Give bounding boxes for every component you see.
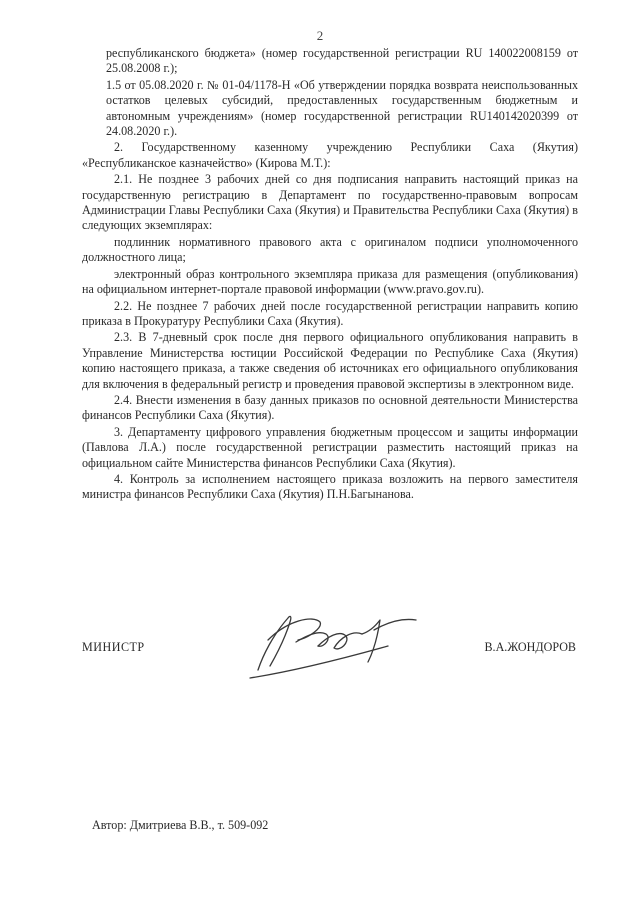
paragraph-item-2: 2. Государственному казенному учреждению Республики Саха (Якутия) «Республиканское казначейство» (Кирова М.Т.): — [82, 140, 578, 170]
paragraph-item-2-1: 2.1. Не позднее 3 рабочих дней со дня подписания направить настоящий приказ на государственную регистрацию в Департамент по государственно-правовым вопросам Администрации Главы Республики Саха (Якутия) и Правительства Республики Саха (Якутия) в следующих экземплярах: — [82, 172, 578, 233]
paragraph-item-3: 3. Департаменту цифрового управления бюджетным процессом и защиты информации (Павлова Л.А.) после государственной регистрации разместить настоящий приказ на официальном сайте Министерства финансов Республики Саха (Якутия). — [82, 424, 578, 470]
signer-position: МИНИСТР — [82, 640, 145, 654]
paragraph-item-2-2: 2.2. Не позднее 7 рабочих дней после государственной регистрации направить копию приказа в Прокуратуру Республики Саха (Якутия). — [82, 298, 578, 328]
page-number: 2 — [316, 28, 324, 43]
paragraph-item-1-4-continuation: республиканского бюджета» (номер государственной регистрации RU 140022008159 от 25.08.2008 г.); — [106, 46, 578, 76]
signer-name: В.А.ЖОНДОРОВ — [484, 640, 576, 654]
paragraph-item-2-4: 2.4. Внести изменения в базу данных приказов по основной деятельности Министерства финансов Республики Саха (Якутия). — [82, 392, 578, 423]
paragraph-item-1-5: 1.5 от 05.08.2020 г. № 01-04/1178-Н «Об утверждении порядка возврата неиспользованных остатков целевых субсидий, предоставленных государственным бюджетным и автономным учреждениям» (номер государственной регистрации RU140142020399 от 24.08.2020 г.). — [106, 77, 578, 139]
signature-row — [82, 640, 576, 660]
author-line: Автор: Дмитриева В.В., т. 509-092 — [92, 818, 269, 832]
document-body — [82, 46, 578, 504]
paragraph-item-4: 4. Контроль за исполнением настоящего приказа возложить на первого заместителя министра финансов Республики Саха (Якутия) П.Н.Багынанова. — [82, 471, 578, 502]
paragraph-original-copy: подлинник нормативного правового акта с оригиналом подписи уполномоченного должностного лица; — [82, 234, 578, 265]
paragraph-electronic-copy: электронный образ контрольного экземпляра приказа для размещения (опубликования) на официальном интернет-портале правовой информации (www.pravo.gov.ru). — [82, 266, 578, 297]
paragraph-item-2-3: 2.3. В 7-дневный срок после дня первого официального опубликования направить в Управление Министерства юстиции Российской Федерации по Республике Саха (Якутия) копию настоящего приказа, а также сведения об источниках его официального опубликования для включения в федеральный регистр и проведения правовой экспертизы в электронном виде. — [82, 330, 578, 391]
